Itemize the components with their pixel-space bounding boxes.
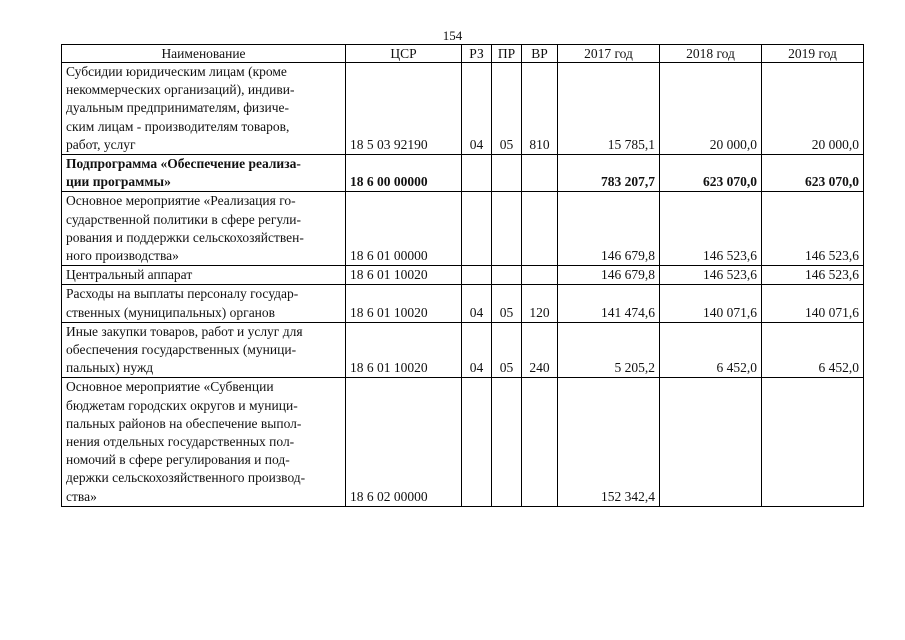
- page-number: 154: [442, 28, 463, 43]
- cell-2017: 146 679,8: [558, 266, 660, 285]
- cell-name-line: Центральный аппарат: [66, 267, 193, 283]
- table-row: [62, 285, 864, 322]
- cell-name-line: дуальным предпринимателям, физиче-: [66, 100, 289, 116]
- cell-pr: 05: [492, 285, 522, 322]
- cell-2019: 146 523,6: [762, 266, 864, 285]
- cell-2019: 20 000,0: [762, 63, 864, 155]
- cell-2017: 15 785,1: [558, 63, 660, 155]
- cell-name-line: Субсидии юридическим лицам (кроме: [66, 64, 287, 79]
- header-2019: 2019 год: [762, 45, 864, 63]
- cell-name-line: держки сельскохозяйственного производ-: [66, 470, 306, 486]
- cell-2017: 146 679,8: [558, 192, 660, 266]
- cell-vr: [522, 192, 558, 266]
- cell-pr: [492, 155, 522, 192]
- table-body: [62, 63, 864, 507]
- cell-vr: 240: [522, 322, 558, 378]
- cell-rz: [462, 192, 492, 266]
- cell-name-line: ственных (муниципальных) органов: [66, 304, 276, 320]
- cell-2018: [660, 378, 762, 506]
- cell-2018: 146 523,6: [660, 266, 762, 285]
- cell-name-line: пальных районов на обеспечение выпол-: [66, 415, 302, 431]
- header-rz: РЗ: [462, 45, 492, 63]
- cell-name: [62, 63, 346, 155]
- header-2017: 2017 год: [558, 45, 660, 63]
- cell-2017: 141 474,6: [558, 285, 660, 322]
- cell-name-line: сударственной политики в сфере регули-: [66, 211, 301, 227]
- cell-name-line: некоммерческих организаций), индиви-: [66, 82, 295, 98]
- cell-name-line: номочий в сфере регулирования и под-: [66, 452, 290, 468]
- cell-vr: 810: [522, 63, 558, 155]
- cell-name-line: Подпрограмма «Обеспечение реализа-: [66, 156, 301, 172]
- cell-rz: [462, 378, 492, 506]
- cell-csr: 18 5 03 92190: [346, 63, 462, 155]
- table-row: [62, 192, 864, 266]
- cell-pr: 05: [492, 63, 522, 155]
- cell-pr: 05: [492, 322, 522, 378]
- cell-2019: 6 452,0: [762, 322, 864, 378]
- header-name: Наименование: [62, 45, 346, 63]
- header-csr: ЦСР: [346, 45, 462, 63]
- cell-vr: [522, 378, 558, 506]
- table-row: [62, 322, 864, 378]
- cell-csr: 18 6 01 10020: [346, 285, 462, 322]
- table-row: [62, 378, 864, 506]
- cell-name-line: бюджетам городских округов и муници-: [66, 397, 298, 413]
- cell-csr: 18 6 01 10020: [346, 266, 462, 285]
- cell-2017: 152 342,4: [558, 378, 660, 506]
- cell-name: [62, 192, 346, 266]
- cell-name: [62, 285, 346, 322]
- cell-vr: 120: [522, 285, 558, 322]
- cell-name-line: работ, услуг: [66, 136, 136, 152]
- cell-2019: 623 070,0: [762, 155, 864, 192]
- cell-name-line: Иные закупки товаров, работ и услуг для: [66, 323, 303, 339]
- cell-pr: [492, 378, 522, 506]
- cell-vr: [522, 266, 558, 285]
- cell-rz: [462, 266, 492, 285]
- cell-2018: 20 000,0: [660, 63, 762, 155]
- cell-2019: [762, 378, 864, 506]
- cell-rz: [462, 155, 492, 192]
- cell-name: [62, 378, 346, 506]
- cell-2018: 6 452,0: [660, 322, 762, 378]
- cell-2018: 623 070,0: [660, 155, 762, 192]
- cell-csr: 18 6 01 10020: [346, 322, 462, 378]
- cell-csr: 18 6 01 00000: [346, 192, 462, 266]
- cell-name-line: ства»: [66, 488, 97, 504]
- cell-2018: 146 523,6: [660, 192, 762, 266]
- cell-name-line: ским лицам - производителям товаров,: [66, 118, 290, 134]
- header-pr: ПР: [492, 45, 522, 63]
- cell-2017: 783 207,7: [558, 155, 660, 192]
- cell-csr: 18 6 00 00000: [346, 155, 462, 192]
- cell-pr: [492, 266, 522, 285]
- cell-name-line: нения отдельных государственных пол-: [66, 434, 295, 450]
- table-row: [62, 266, 864, 285]
- cell-csr: 18 6 02 00000: [346, 378, 462, 506]
- cell-name-line: Расходы на выплаты персоналу государ-: [66, 286, 299, 302]
- cell-2019: 140 071,6: [762, 285, 864, 322]
- header-2018: 2018 год: [660, 45, 762, 63]
- cell-name: [62, 322, 346, 378]
- cell-name: [62, 266, 346, 285]
- cell-name-line: Основное мероприятие «Субвенции: [66, 379, 274, 395]
- budget-table: [61, 44, 864, 507]
- cell-2017: 5 205,2: [558, 322, 660, 378]
- cell-name-line: пальных) нужд: [66, 360, 154, 376]
- cell-name: [62, 155, 346, 192]
- table-row: [62, 155, 864, 192]
- header-vr: ВР: [522, 45, 558, 63]
- cell-name-line: ного производства»: [66, 248, 179, 264]
- table-row: [62, 63, 864, 155]
- cell-rz: 04: [462, 322, 492, 378]
- header-row: [62, 45, 864, 63]
- cell-pr: [492, 192, 522, 266]
- cell-rz: 04: [462, 63, 492, 155]
- cell-2018: 140 071,6: [660, 285, 762, 322]
- cell-name-line: Основное мероприятие «Реализация го-: [66, 193, 296, 209]
- cell-name-line: ции программы»: [66, 174, 171, 190]
- cell-name-line: рования и поддержки сельскохозяйствен-: [66, 229, 304, 245]
- cell-vr: [522, 155, 558, 192]
- cell-name-line: обеспечения государственных (муници-: [66, 342, 297, 358]
- cell-rz: 04: [462, 285, 492, 322]
- cell-2019: 146 523,6: [762, 192, 864, 266]
